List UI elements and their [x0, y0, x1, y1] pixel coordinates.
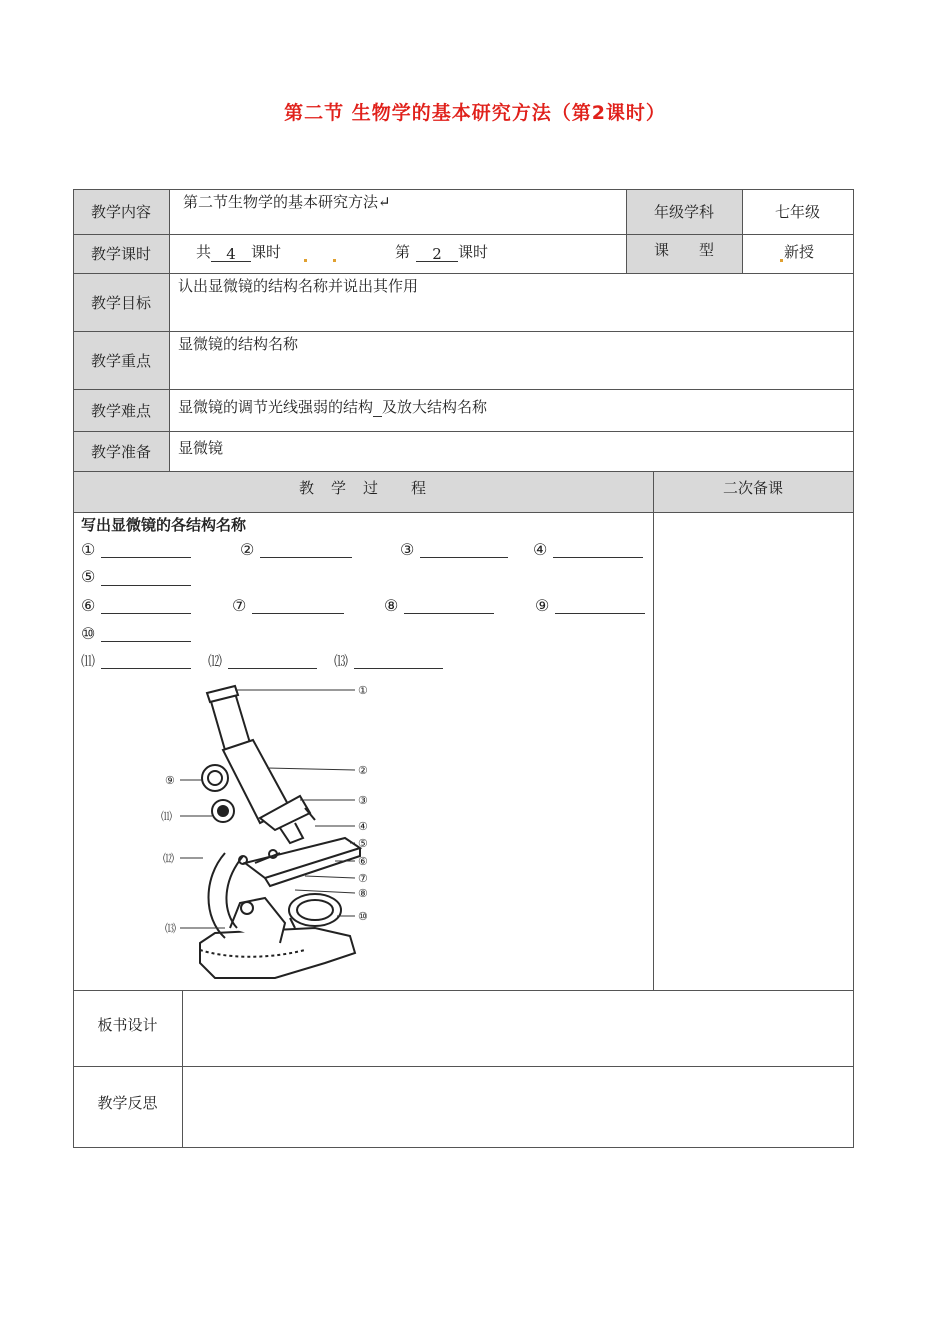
blank-10[interactable] [101, 641, 191, 642]
blank-5-num: ⑤ [81, 567, 96, 586]
diagram-label-2: ② [358, 764, 368, 777]
blank-13-num: ⒀ [334, 654, 348, 670]
microscope-drawing [200, 686, 360, 978]
blank-10-num: ⑩ [81, 624, 96, 643]
blank-9[interactable] [555, 613, 645, 614]
nth-suffix: 课时 [458, 243, 489, 261]
exercise-heading: 写出显微镜的各结构名称 [81, 516, 247, 534]
diagram-label-1: ① [358, 684, 368, 697]
process-header-label: 教 学 过 程 [298, 478, 427, 497]
blank-4[interactable] [553, 557, 643, 558]
label-teaching-content: 教学内容 [90, 203, 151, 221]
blank-9-num: ⑨ [535, 596, 550, 615]
label-class-type: 课 型 [653, 240, 714, 259]
blank-6-num: ⑥ [81, 596, 96, 615]
diagram-label-4: ④ [358, 820, 368, 833]
difficult-point-a: 显微镜的调节光线强弱的结构 [178, 398, 374, 416]
blank-12-num: ⑿ [208, 654, 222, 670]
diagram-label-13: ⒀ [165, 922, 176, 935]
blank-1[interactable] [101, 557, 191, 558]
blank-3[interactable] [420, 557, 508, 558]
diagram-label-6: ⑥ [358, 855, 368, 868]
difficult-point-value [178, 396, 487, 417]
blank-5[interactable] [101, 585, 191, 586]
total-hours-value: 4 [211, 245, 251, 262]
class-type-text: 新授 [784, 243, 815, 261]
blank-13[interactable] [354, 668, 443, 669]
blank-7-num: ⑦ [232, 596, 247, 615]
second-prep-label: 二次备课 [722, 478, 783, 497]
blank-3-num: ③ [400, 540, 415, 559]
label-reflection: 教学反思 [97, 1093, 158, 1112]
label-board-design: 板书设计 [97, 1015, 158, 1034]
blank-11-num: ⑾ [81, 654, 95, 670]
blank-4-num: ④ [533, 540, 548, 559]
blank-11[interactable] [101, 668, 191, 669]
grade-value: 七年级 [774, 203, 820, 221]
label-teaching-hours: 教学课时 [90, 245, 151, 263]
page-title: 第二节 生物学的基本研究方法（第2课时） [284, 102, 666, 124]
total-hours [196, 241, 338, 262]
preparation-value: 显微镜 [178, 439, 224, 457]
blank-2-num: ② [240, 540, 255, 559]
nth-prefix: 第 [395, 243, 411, 261]
diagram-label-7: ⑦ [358, 872, 368, 885]
diagram-label-11: ⑾ [161, 810, 172, 823]
blank-8-num: ⑧ [384, 596, 399, 615]
blank-2[interactable] [260, 557, 352, 558]
blank-8[interactable] [404, 613, 494, 614]
total-suffix: 课时 [251, 243, 282, 261]
diagram-label-8: ⑧ [358, 887, 368, 900]
total-prefix: 共 [196, 243, 212, 261]
label-preparation: 教学准备 [90, 442, 151, 461]
label-teaching-goal: 教学目标 [90, 293, 151, 312]
blank-1-num: ① [81, 540, 96, 559]
microscope-diagram [155, 678, 385, 988]
label-key-point: 教学重点 [90, 351, 151, 370]
blank-12[interactable] [228, 668, 317, 669]
class-type-value [780, 241, 814, 262]
blank-6[interactable] [101, 613, 191, 614]
diagram-label-5: ⑤ [358, 837, 368, 850]
key-point-value: 显微镜的结构名称 [178, 335, 299, 353]
label-difficult-point: 教学难点 [90, 401, 151, 420]
diagram-label-3: ③ [358, 794, 368, 807]
diagram-label-9: ⑨ [165, 774, 175, 787]
difficult-point-b: 及放大结构名称 [382, 398, 488, 416]
blank-7[interactable] [252, 613, 344, 614]
diagram-label-12: ⑿ [163, 852, 174, 865]
teaching-goal-value: 认出显微镜的结构名称并说出其作用 [178, 277, 419, 295]
diagram-label-10: ⑩ [358, 910, 368, 923]
teaching-content-value: 第二节生物学的基本研究方法↵ [183, 193, 391, 211]
current-hour-value: 2 [416, 245, 458, 262]
label-grade-subject: 年级学科 [653, 203, 714, 221]
current-hour [395, 241, 488, 262]
